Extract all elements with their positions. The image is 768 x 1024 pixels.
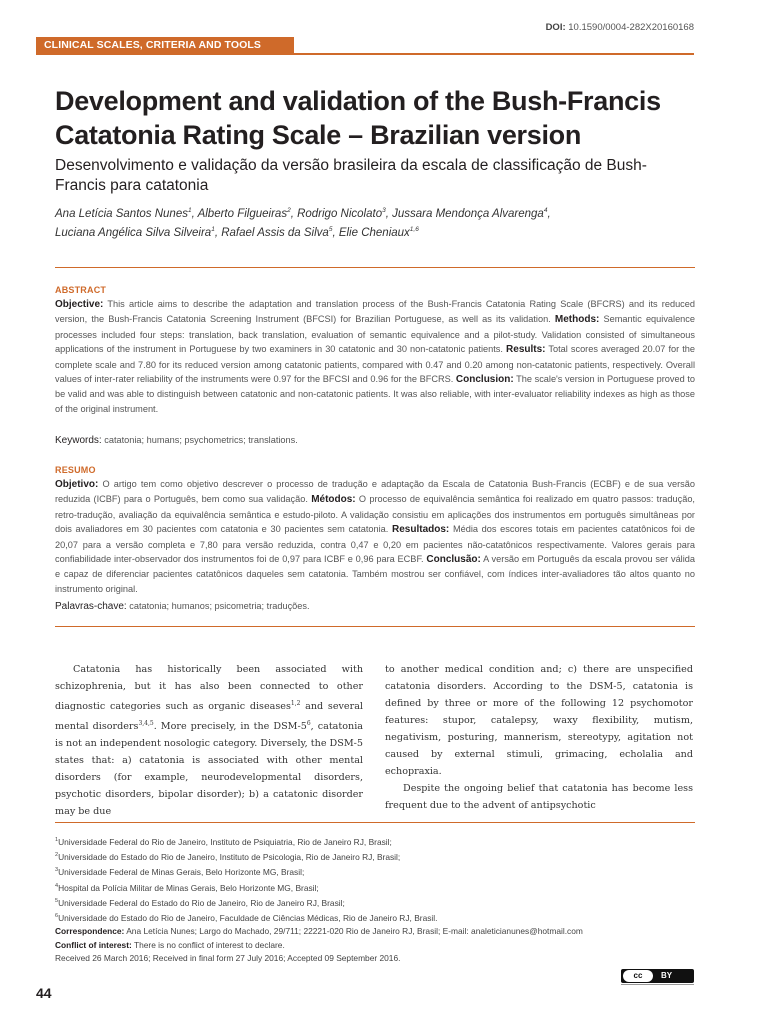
author: Ana Letícia Santos Nunes [55,207,188,220]
abstract-bottom-rule [55,626,695,627]
paragraph: Despite the ongoing belief that catatonia has become less frequent due to the advent of antipsychotic [385,783,693,811]
section-divider [36,53,694,55]
correspondence: Correspondence: Ana Letícia Nunes; Largo do Machado, 29/711; 22221-020 Rio de Janeiro RJ, Brasil; E-mail: analeticianunes@hotmail.com [55,926,583,937]
author: Alberto Filgueiras [197,207,288,220]
abstract-keywords: Keywords: catatonia; humans; psychometrics; translations. [55,435,298,446]
author: Rodrigo Nicolato [297,207,383,220]
page-number: 44 [36,985,52,1001]
affiliation: $^3$Universidade Federal de Minas Gerais, Belo Horizonte MG, Brasil; [55,867,305,878]
author: Luciana Angélica Silva Silveira [55,227,212,240]
article-subtitle: Desenvolvimento e validação da versão brasileira da escala de classificação de Bush-Francis para catatonia [55,157,647,194]
section-tag: CLINICAL SCALES, CRITERIA AND TOOLS [36,37,294,54]
author-list: Ana Letícia Santos Nunes$^1$, Alberto Filgueiras$^2$, Rodrigo Nicolato$^3$, Jussara Mendonça Alvarenga$^4$, Luciana Angélica Silva Silveira$^1$, Rafael Assis da Silva$^5$, Elie Cheniaux$^{1,6}$ [55,207,551,240]
paragraph: to another medical condition and; c) there are unspecified catatonia disorders. According to the DSM-5, catatonia is defined by three or more of the following 12 psychomotor features: stupor, catalepsy, waxy flexibility, mutism, negativism, posturing, mannerism, stereotypy, agitation not caused by external stimuli, grimacing, echolalia and echopraxia. [385,664,693,777]
author: Rafael Assis da Silva [221,227,329,240]
paragraph: Catatonia has historically been associated with schizophrenia, but it has also been connected to other diagnostic categories such as organic diseases$^{1,2}$ and several mental disorders$^{3,4,5}$. More precisely, in the DSM-$5^6$, catatonia is not an independent nosologic category. Diversely, the DSM-5 states that: a) catatonia is associated with other mental disorders (for example, neurodevelopmental disorders, psychotic disorders, bipolar disorder); b) a catatonic disorder may be due [55,664,363,818]
resumo-heading: RESUMO [55,465,96,475]
cc-by-label: BY [661,971,673,980]
resumo-keywords: Palavras-chave: catatonia; humanos; psicometria; traduções. [55,601,310,612]
resumo-body: Objetivo: O artigo tem como objetivo descrever o processo de tradução e adaptação da Escala de Catatonia Bush-Francis (ECBF) e de sua versão reduzida (ICBF) para o Português, bem como sua validação. Métodos: O processo de equivalência semântica foi realizado em quatro passos: tradução, retro-tradução, avaliação da equivalência semântica e estudo-piloto. A validação consistiu em aplicações dos instrumentos em português simultâneas por dois avaliadores em 30 pacientes com catatonia e 30 pacientes sem catatonia. Resultados: Média dos escores totais em pacientes catatônicos foi de 20,07 para a versão completa e 7,80 para versão reduzida, contra 0,47 e 0,20 em pacientes não-catatônicos respectivamente. Valores gerais para confiabilidade inter-observador dos instrumentos foi de 0,97 para ICBF e 0,96 para ECBF. Conclusão: A versão em Português da escala provou ser válida e capaz de diferenciar pacientes catatônicos daqueles sem catatonia. Também mostrou ser confiável, com índices inter-avaliadores tão altos quanto no instrumento original. [55,479,695,594]
received-dates: Received 26 March 2016; Received in final form 27 July 2016; Accepted 09 September 2016. [55,953,401,964]
affiliation: $^2$Universidade do Estado do Rio de Janeiro, Instituto de Psicologia, Rio de Janeiro RJ, Brasil; [55,852,401,862]
affiliation: $^6$Universidade do Estado do Rio de Janeiro, Faculdade de Ciências Médicas, Rio de Janeiro RJ, Brasil. [55,912,438,923]
license-divider [621,984,694,985]
body-column-right [385,661,693,814]
conflict-of-interest: Conflict of interest: There is no conflict of interest to declare. [55,939,285,950]
abstract-top-rule [55,267,695,268]
article-title: Development and validation of the Bush-Francis Catatonia Rating Scale – Brazilian version [55,86,661,150]
doi: DOI: 10.1590/0004-282X20160168 [545,22,694,33]
creative-commons-icon[interactable] [621,969,694,983]
author: Elie Cheniaux [338,227,410,240]
author: Jussara Mendonça Alvarenga [392,207,544,220]
doi-value[interactable]: 10.1590/0004-282X20160168 [568,22,694,33]
abstract-heading: ABSTRACT [55,285,107,295]
footnotes [55,834,695,965]
abstract-body: Objective: This article aims to describe the adaptation and translation process of the Bush-Francis Catatonia Rating Scale (BFCRS) and its reduced version, the Bush-Francis Catatonia Screening Instrument (BFCSI) for Brazilian Portuguese, as well as its validation. Methods: Semantic equivalence processes included four steps: translation, back translation, evaluation of semantic equivalence and a pilot-study. Validation consisted of simultaneous applications of the instrument in Portuguese by two examiners in 30 catatonic and 30 non-catatonic patients. Results: Total scores averaged 20.07 for the complete scale and 7.80 for its reduced version among catatonic patients, compared with 0.47 and 0.20 among non-catatonic patients, respectively. Overall values of inter-rater reliability of the instruments were 0.97 for the BFCSI and 0.96 for the BFCRS. Conclusion: The scale's version in Portuguese proved to be valid and was able to distinguish between catatonic and non-catatonic patients. It was also reliable, with inter-evaluator reliability indexes as high as those of the original instrument. [55,299,696,414]
affiliation: $^4$Hospital da Polícia Militar de Minas Gerais, Belo Horizonte MG, Brasil; [55,882,319,893]
affiliation: $^1$Universidade Federal do Rio de Janeiro, Instituto de Psiquiatria, Rio de Janeiro RJ, Brasil; [55,836,392,847]
affiliation: $^5$Universidade Federal do Estado do Rio de Janeiro, Rio de Janeiro RJ, Brasil; [55,897,345,908]
body-column-left [55,661,363,820]
cc-logo: cc [623,970,653,982]
footnote-rule [55,822,695,823]
